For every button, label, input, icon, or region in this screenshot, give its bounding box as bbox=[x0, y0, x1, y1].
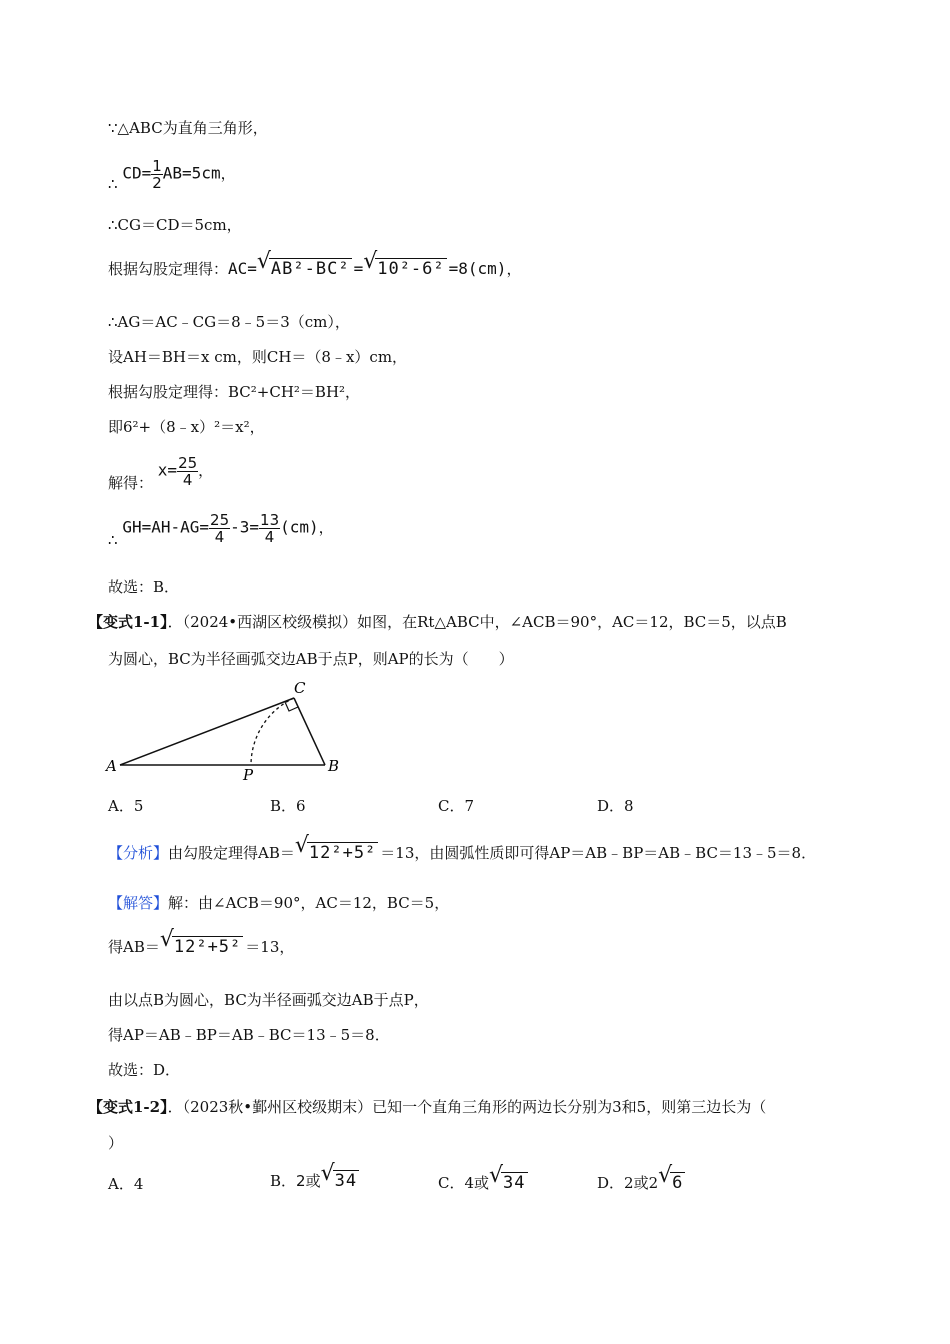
sqrt-expression: √ 6 bbox=[658, 1163, 684, 1193]
question-line: ） bbox=[108, 1134, 124, 1152]
triangle-figure bbox=[100, 672, 360, 787]
sqrt-expression: √ AB²-BC² bbox=[256, 249, 350, 279]
variant-tag: 【变式1-2】 bbox=[88, 1098, 168, 1116]
solution-line: ∵△ABC为直角三角形， bbox=[108, 119, 268, 137]
label-c: C bbox=[294, 679, 306, 697]
option-a[interactable]: A．5 bbox=[108, 797, 144, 815]
option-d[interactable]: D．2或2 √ 6 bbox=[597, 1163, 684, 1193]
answer-line: 故选：D． bbox=[108, 1061, 181, 1079]
solution-line: 即6²+（8﹣x）²＝x²， bbox=[108, 418, 265, 436]
question-line: 【变式1-1】．（2024•西湖区校级模拟）如图，在Rt△ABC中，∠ACB＝90°，AC＝12，BC＝5，以点B bbox=[88, 613, 787, 631]
sqrt-expression: √ 12²+5² bbox=[294, 833, 377, 863]
solution-line: ∴CG＝CD＝5cm， bbox=[108, 216, 242, 234]
solution-line: 故选：B． bbox=[108, 578, 180, 596]
answer-line: 得AP＝AB﹣BP＝AB﹣BC＝13﹣5＝8． bbox=[108, 1026, 390, 1044]
fraction: $\frac{1}{2}$ bbox=[152, 157, 162, 192]
option-c[interactable]: C．4或 √ 34 bbox=[438, 1163, 526, 1193]
label-p: P bbox=[243, 766, 254, 784]
label-b: B bbox=[328, 757, 340, 775]
side-ac bbox=[120, 698, 294, 765]
answer-line: 得AB＝ √ 12²+5² ＝13， bbox=[108, 927, 295, 957]
solution-line: 解得： x= $\frac{25}{4}$ ， bbox=[108, 454, 214, 492]
answer-line: 由以点B为圆心，BC为半径画弧交边AB于点P， bbox=[108, 991, 429, 1009]
side-bc bbox=[294, 698, 325, 765]
solution-line: ∴ GH=AH-AG= $\frac{25}{4}$ -3= $\frac{13}{4}$ (cm)， bbox=[108, 511, 334, 549]
solution-line: 根据勾股定理得：AC= √ AB²-BC² = √ 10²-6² =8(cm)， bbox=[108, 249, 522, 279]
solution-line: 设AH＝BH＝x cm，则CH＝（8﹣x）cm， bbox=[108, 348, 408, 366]
option-b[interactable]: B．6 bbox=[270, 797, 306, 815]
analysis-line: 【分析】由勾股定理得AB＝ √ 12²+5² ＝13，由圆弧性质即可得AP＝AB﹣BP＝AB﹣BC＝13﹣5＝8． bbox=[108, 833, 817, 863]
label-a: A bbox=[106, 757, 117, 775]
option-a[interactable]: A．4 bbox=[108, 1175, 144, 1193]
solution-line: ∴ CD= $\frac{1}{2}$ AB=5cm， bbox=[108, 157, 236, 193]
option-d[interactable]: D．8 bbox=[597, 797, 634, 815]
question-line: 【变式1-2】．（2023秋•鄞州区校级期末）已知一个直角三角形的两边长分别为3和5，则第三边长为（ bbox=[88, 1098, 767, 1116]
option-c[interactable]: C．7 bbox=[438, 797, 475, 815]
solution-line: 根据勾股定理得：BC²+CH²＝BH²， bbox=[108, 383, 361, 401]
sqrt-expression: √ 10²-6² bbox=[363, 249, 445, 279]
answer-tag: 【解答】 bbox=[108, 894, 169, 912]
option-b[interactable]: B．2或 √ 34 bbox=[270, 1161, 358, 1191]
solution-line: ∴AG＝AC﹣CG＝8﹣5＝3（cm）， bbox=[108, 313, 350, 331]
answer-line: 【解答】解：由∠ACB＝90°，AC＝12，BC＝5， bbox=[108, 894, 450, 912]
fraction: $\frac{25}{4}$ bbox=[210, 511, 230, 546]
analysis-tag: 【分析】 bbox=[108, 844, 169, 862]
fraction: $\frac{13}{4}$ bbox=[260, 511, 280, 546]
question-line: 为圆心，BC为半径画弧交边AB于点P，则AP的长为（ ） bbox=[108, 650, 514, 668]
variant-tag: 【变式1-1】 bbox=[88, 613, 168, 631]
sqrt-expression: √ 34 bbox=[489, 1163, 526, 1193]
fraction: $\frac{25}{4}$ bbox=[178, 454, 198, 489]
sqrt-expression: √ 12²+5² bbox=[159, 927, 242, 957]
sqrt-expression: √ 34 bbox=[320, 1161, 358, 1191]
